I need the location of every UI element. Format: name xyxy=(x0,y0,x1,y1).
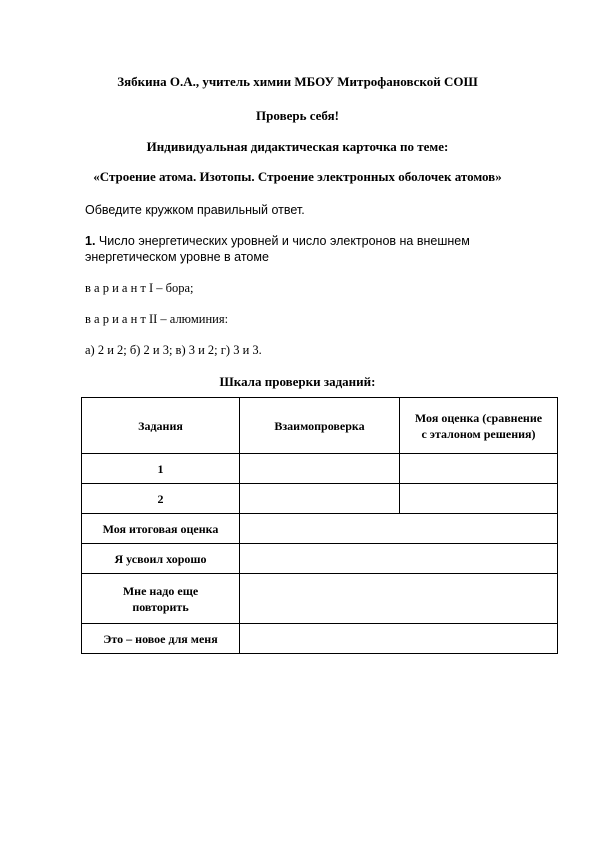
peer-check-cell xyxy=(240,454,400,484)
summary-repeat-line-1: Мне надо еще xyxy=(122,583,199,598)
instruction-text: Обведите кружком правильный ответ. xyxy=(85,203,305,217)
table-header-row xyxy=(82,398,558,454)
table-caption: Шкала проверки заданий: xyxy=(219,374,376,389)
header-self-assessment xyxy=(400,398,558,454)
answer-options: а) 2 и 2; б) 2 и 3; в) 3 и 2; г) 3 и 3. xyxy=(85,343,262,357)
question-line-1 xyxy=(85,234,470,248)
variant-1: в а р и а н т I – бора; xyxy=(85,281,194,295)
summary-row-new xyxy=(82,624,558,654)
summary-value-final xyxy=(240,514,558,544)
variant-2: в а р и а н т II – алюминия: xyxy=(85,312,229,326)
summary-label-learned: Я усвоил хорошо xyxy=(82,544,240,574)
summary-label-repeat xyxy=(82,574,240,624)
header-self-line-1: Моя оценка (сравнение xyxy=(414,410,543,425)
task-number-cell: 2 xyxy=(82,484,240,514)
summary-row-final xyxy=(82,514,558,544)
self-assessment-cell xyxy=(400,454,558,484)
summary-row-learned xyxy=(82,544,558,574)
summary-value-new xyxy=(240,624,558,654)
header-self-line-2: с эталоном решения) xyxy=(421,426,536,441)
table-row xyxy=(82,484,558,514)
topic-title: «Строение атома. Изотопы. Строение электронных оболочек атомов» xyxy=(93,169,502,184)
question-text-2: энергетическом уровне в атоме xyxy=(85,250,269,264)
task-number-cell: 1 xyxy=(82,454,240,484)
summary-value-repeat xyxy=(240,574,558,624)
card-subtitle: Индивидуальная дидактическая карточка по теме: xyxy=(146,139,449,154)
summary-label-final: Моя итоговая оценка xyxy=(82,514,240,544)
page-title: Проверь себя! xyxy=(256,108,339,123)
summary-repeat-line-2: повторить xyxy=(132,599,189,614)
question-text-1: Число энергетических уровней и число электронов на внешнем xyxy=(98,234,470,248)
peer-check-cell xyxy=(240,484,400,514)
self-assessment-cell xyxy=(400,484,558,514)
summary-value-learned xyxy=(240,544,558,574)
summary-row-repeat xyxy=(82,574,558,624)
summary-label-new: Это – новое для меня xyxy=(82,624,240,654)
question-number: 1. xyxy=(85,234,96,248)
header-tasks: Задания xyxy=(82,398,240,454)
header-peer-check: Взаимопроверка xyxy=(240,398,400,454)
assessment-table xyxy=(81,397,558,654)
table-row xyxy=(82,454,558,484)
author-line: Зябкина О.А., учитель химии МБОУ Митрофановской СОШ xyxy=(117,74,478,89)
